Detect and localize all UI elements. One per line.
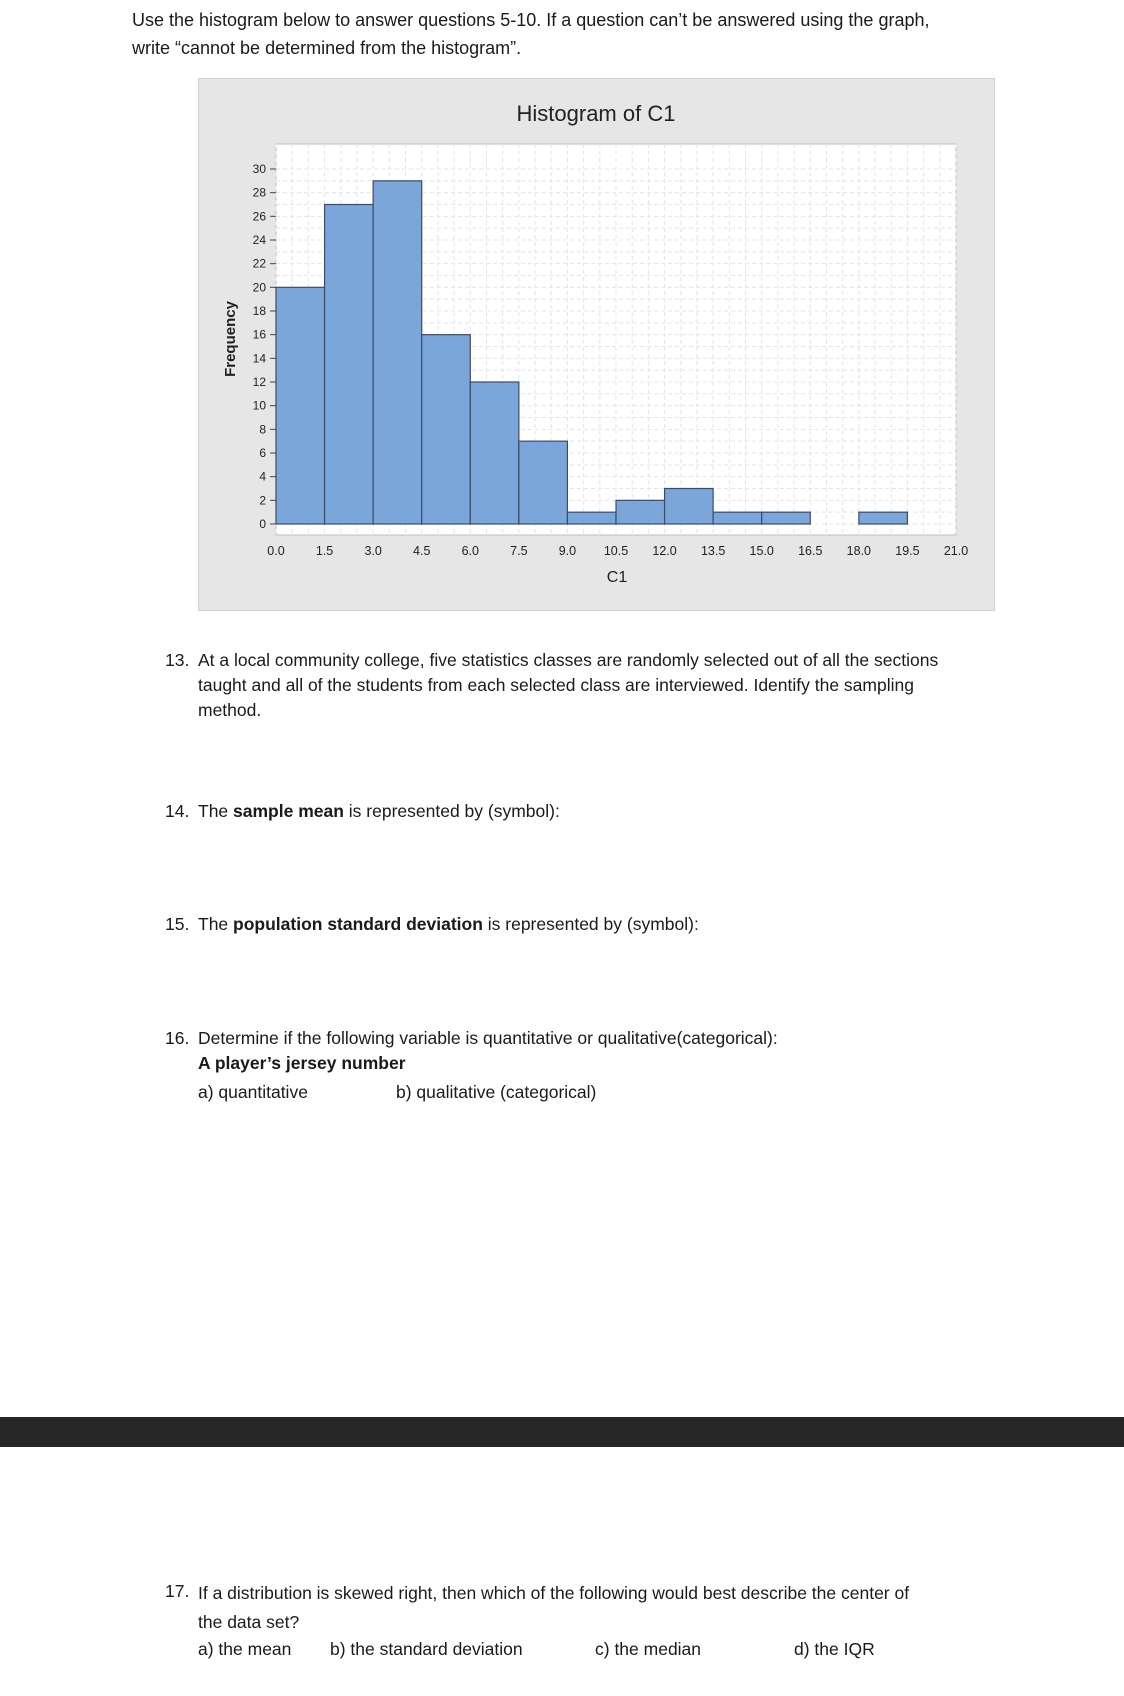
histogram-bar — [422, 335, 471, 524]
histogram-chart — [199, 79, 994, 610]
question-text-post: is represented by (symbol): — [343, 801, 560, 821]
question-number: 16. — [165, 1028, 190, 1048]
x-tick-label: 10.5 — [603, 544, 629, 558]
question-text-bold: population standard deviation — [233, 914, 483, 934]
x-tick-label: 4.5 — [413, 544, 431, 558]
x-tick-label: 12.0 — [652, 544, 677, 558]
histogram-bar — [373, 181, 422, 524]
histogram-bar — [762, 512, 811, 524]
y-tick-label: 28 — [252, 185, 266, 200]
question-text-line-1: At a local community college, five statistics classes are randomly selected out of all the sections — [198, 650, 939, 670]
y-tick-label: 6 — [259, 446, 266, 460]
x-tick-label: 21.0 — [943, 544, 969, 558]
variable-name — [198, 1051, 778, 1076]
answer-option-a[interactable]: a) quantitative — [198, 1082, 308, 1102]
question-text-line-3: method. — [198, 700, 262, 720]
question-text — [198, 1579, 909, 1637]
question-13 — [165, 648, 1065, 728]
y-tick-label: 18 — [252, 304, 266, 318]
instructions-line-2: write “cannot be determined from the histogram”. — [132, 38, 522, 58]
y-tick-label: 12 — [252, 375, 266, 389]
question-text-post: is represented by (symbol): — [482, 914, 699, 934]
x-tick-label: 19.5 — [895, 544, 920, 558]
y-tick-label: 10 — [252, 398, 266, 413]
y-tick-label: 0 — [259, 517, 266, 531]
question-text-pre: The — [198, 801, 234, 821]
histogram-bar — [713, 512, 762, 524]
question-text — [198, 1026, 778, 1076]
y-tick-label: 8 — [259, 422, 266, 437]
x-tick-label: 0.0 — [267, 544, 285, 558]
x-tick-label: 15.0 — [749, 544, 774, 558]
question-text-pre: The — [198, 914, 234, 934]
question-17 — [165, 1579, 1065, 1669]
page-separator-bar — [0, 1417, 1124, 1447]
answer-option-c[interactable]: c) the median — [595, 1639, 702, 1659]
x-tick-label: 18.0 — [846, 544, 872, 558]
histogram-bar — [325, 205, 374, 525]
histogram-bar — [519, 441, 568, 524]
question-text-line-1: If a distribution is skewed right, then which of the following would best describe the center of — [198, 1583, 910, 1603]
histogram-bar — [665, 489, 714, 525]
y-tick-label: 16 — [252, 327, 266, 342]
instructions — [132, 6, 1032, 62]
y-tick-label: 4 — [259, 469, 266, 484]
x-tick-label: 13.5 — [700, 544, 726, 558]
histogram-bar — [470, 382, 519, 524]
x-tick-label: 3.0 — [364, 544, 382, 558]
instructions-line-1: Use the histogram below to answer questions 5-10. If a question can’t be answered using the graph, — [132, 10, 930, 30]
question-number: 13. — [165, 650, 190, 670]
y-tick-label: 2 — [259, 493, 266, 508]
y-tick-label: 24 — [252, 233, 266, 247]
question-text-line-1: Determine if the following variable is quantitative or qualitative(categorical): — [198, 1028, 778, 1048]
answer-option-d[interactable]: d) the IQR — [794, 1639, 875, 1659]
x-tick-label: 1.5 — [315, 544, 334, 558]
chart-title: Histogram of C1 — [516, 101, 676, 126]
y-tick-label: 14 — [252, 351, 266, 366]
x-tick-label: 6.0 — [461, 544, 479, 558]
x-tick-label: 7.5 — [510, 544, 528, 558]
y-tick-label: 22 — [252, 256, 266, 271]
x-tick-label: 9.0 — [558, 544, 577, 558]
histogram-bar — [567, 512, 616, 524]
y-axis-ticks — [253, 162, 276, 531]
histogram-bar — [616, 500, 665, 524]
x-axis-ticks — [267, 544, 968, 558]
y-tick-label: 26 — [252, 209, 266, 224]
y-tick-label: 20 — [252, 280, 266, 295]
histogram-panel — [198, 78, 995, 611]
y-tick-label: 30 — [252, 162, 266, 176]
question-text-bold: sample mean — [233, 801, 344, 821]
question-number: 17. — [165, 1581, 190, 1601]
question-number: 15. — [165, 914, 190, 934]
x-tick-label: 16.5 — [798, 544, 823, 558]
question-16 — [165, 1026, 1065, 1106]
answer-option-a[interactable]: a) the mean — [198, 1639, 292, 1659]
question-number: 14. — [165, 801, 190, 821]
question-14 — [165, 799, 1065, 825]
y-axis-label: Frequency — [222, 301, 239, 377]
question-text — [198, 912, 699, 937]
question-text-line-2: taught and all of the students from each selected class are interviewed. Identify the sampling — [198, 675, 914, 695]
histogram-bar — [276, 287, 325, 524]
answer-option-b[interactable]: b) qualitative (categorical) — [396, 1082, 597, 1102]
histogram-bar — [859, 512, 908, 524]
question-text-line-2: the data set? — [198, 1612, 300, 1632]
question-15 — [165, 912, 1065, 938]
variable-name-bold: A player’s jersey number — [198, 1053, 406, 1073]
question-text — [198, 648, 938, 723]
answer-option-b[interactable]: b) the standard deviation — [330, 1639, 523, 1659]
x-axis-label: C1 — [606, 569, 628, 586]
question-text — [198, 799, 560, 824]
